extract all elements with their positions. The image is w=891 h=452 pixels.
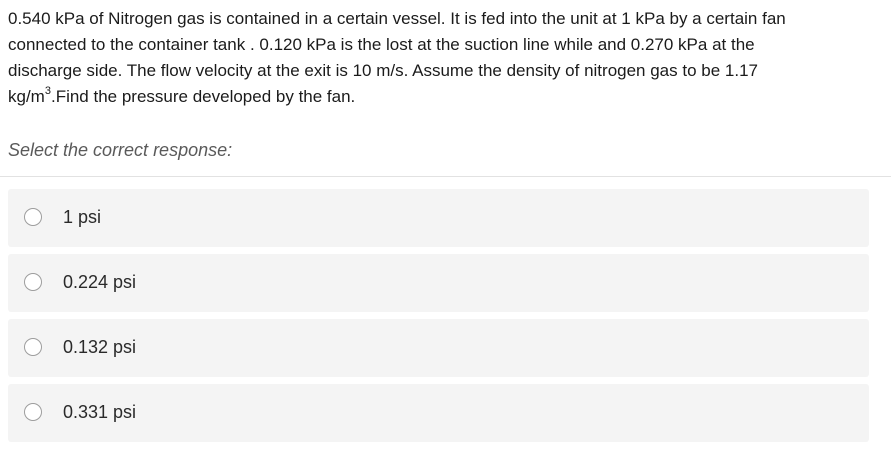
question-line-4a: kg/m	[8, 87, 45, 106]
answer-option-4[interactable]	[8, 384, 869, 442]
question-line-4b: .Find the pressure developed by the fan.	[50, 87, 356, 106]
answer-option-3[interactable]	[8, 319, 869, 377]
radio-button[interactable]	[24, 273, 42, 291]
answer-options	[8, 189, 869, 449]
radio-button[interactable]	[24, 338, 42, 356]
divider	[0, 176, 891, 177]
answer-option-label: 1 psi	[63, 207, 102, 227]
radio-button[interactable]	[24, 208, 42, 226]
instruction-text: Select the correct response:	[8, 140, 233, 160]
question-line-1: 0.540 kPa of Nitrogen gas is contained in a certain vessel. It is fed into the unit at 1 kPa by a certain fan	[8, 9, 786, 28]
question-text	[8, 6, 878, 110]
answer-option-2[interactable]	[8, 254, 869, 312]
question-line-3: discharge side. The flow velocity at the exit is 10 m/s. Assume the density of nitrogen gas to be 1.17	[8, 61, 758, 80]
radio-button[interactable]	[24, 403, 42, 421]
answer-option-label: 0.132 psi	[63, 337, 137, 357]
question-line-2: connected to the container tank . 0.120 kPa is the lost at the suction line while and 0.270 kPa at the	[8, 35, 755, 54]
answer-option-label: 0.331 psi	[63, 402, 137, 422]
answer-option-label: 0.224 psi	[63, 272, 137, 292]
answer-option-1[interactable]	[8, 189, 869, 247]
superscript-exponent: 3	[44, 85, 51, 98]
